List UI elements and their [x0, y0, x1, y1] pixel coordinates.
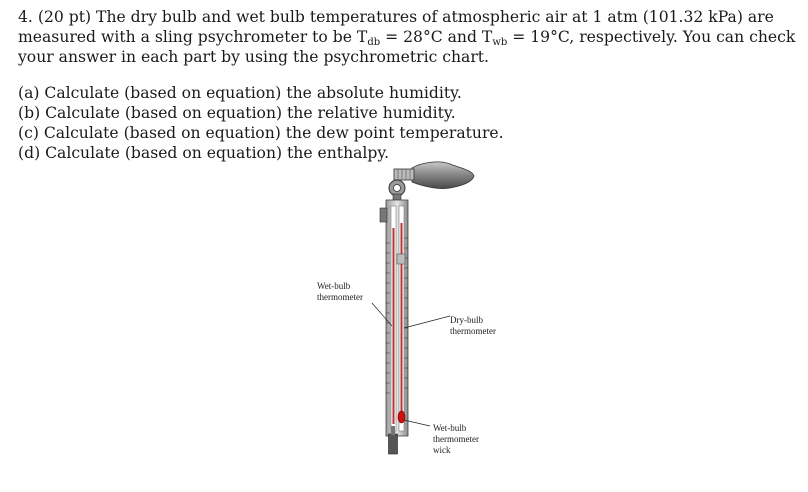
sling-psychrometer-figure: [300, 158, 530, 463]
part-b: (b) Calculate (based on equation) the relative humidity.: [18, 104, 456, 122]
wick-label: [433, 423, 479, 456]
problem-number: 4.: [18, 8, 33, 26]
dry-bulb-label-line2: thermometer: [450, 326, 496, 336]
problem-points: (20 pt): [37, 8, 92, 26]
wet-bulb-label-line2: thermometer: [317, 292, 363, 302]
problem-text-after: = 19°C, respectively. You can check your answer in each part by using the psychrometric chart.: [18, 28, 796, 66]
wet-bulb-label-line1: Wet-bulb: [317, 281, 351, 291]
leader-lines: [372, 303, 450, 426]
problem-text-mid: = 28°C and T: [380, 28, 493, 46]
tube-clamp: [397, 254, 405, 264]
problem-statement: [18, 7, 804, 67]
twb-subscript: wb: [492, 37, 508, 48]
wick-label-line1: Wet-bulb: [433, 423, 467, 433]
dry-bulb-label-line1: Dry-bulb: [450, 315, 483, 325]
handle: [394, 162, 474, 189]
question-parts: [18, 83, 504, 163]
sling-psychrometer-icon: [300, 158, 530, 463]
part-c: (c) Calculate (based on equation) the dew point temperature.: [18, 124, 504, 142]
part-a: (a) Calculate (based on equation) the absolute humidity.: [18, 84, 462, 102]
swivel-ring: [389, 180, 405, 200]
dry-bulb-label: [450, 315, 496, 337]
wick-label-line3: wick: [433, 445, 451, 455]
wet-bulb-thermometer: [393, 228, 395, 424]
wick-label-line2: thermometer: [433, 434, 479, 444]
part-d: (d) Calculate (based on equation) the enthalpy.: [18, 144, 390, 162]
problem-text-before: The dry bulb and wet bulb temperatures of atmospheric air at 1 atm (101.32 kPa) are measured with a sling psychrometer to be T: [18, 8, 774, 46]
wet-bulb-label: [317, 281, 363, 303]
tdb-subscript: db: [367, 37, 381, 48]
